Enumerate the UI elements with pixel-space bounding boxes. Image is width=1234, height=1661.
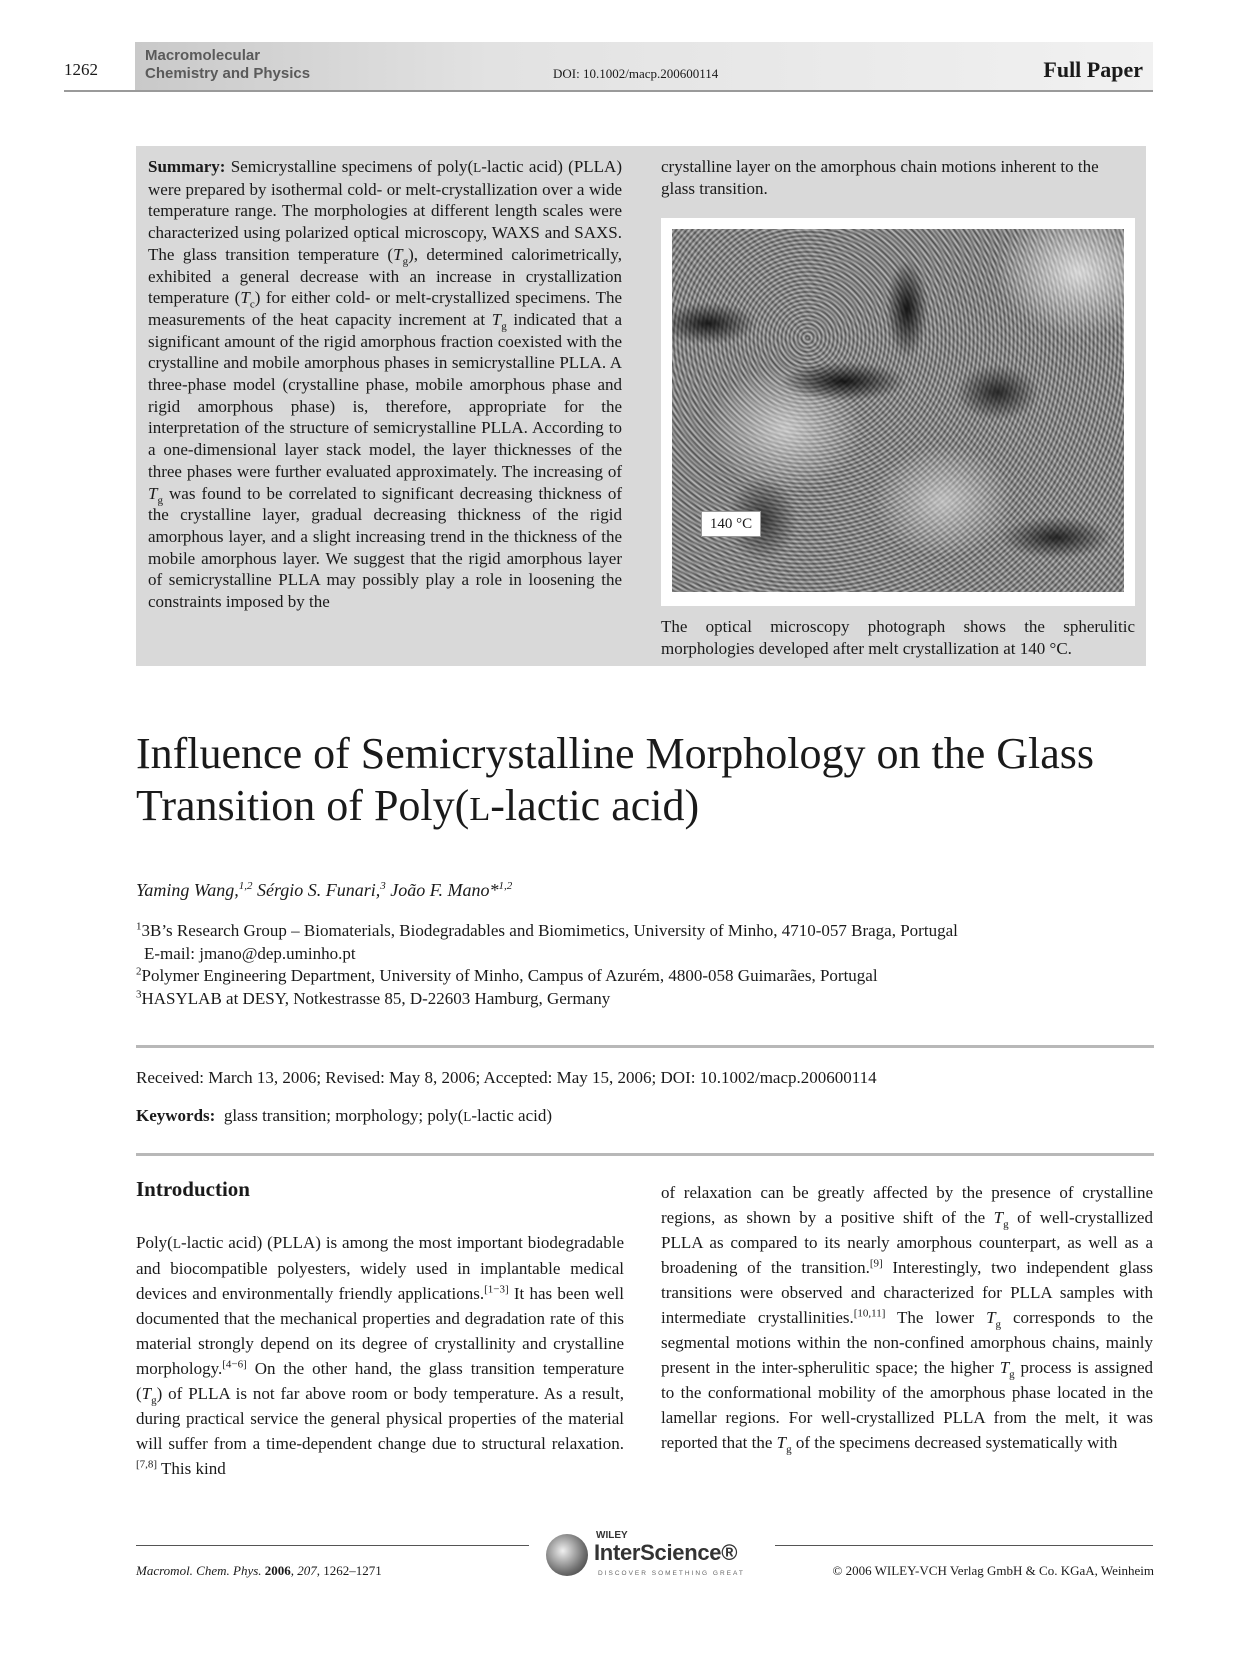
section-heading: Introduction [136, 1177, 250, 1201]
micrograph-image [672, 229, 1124, 592]
footer-rule [775, 1545, 1153, 1546]
affiliation: $^1$3B’s Research Group – Biomaterials, Biodegradables and Biomimetics, University of Minho, 4710-057 Braga, Portugal [136, 920, 958, 940]
received-dates: Received: March 13, 2006; Revised: May 8, 2006; Accepted: May 15, 2006; DOI: 10.1002/macp.200600114 [136, 1068, 877, 1087]
citation-ref[interactable]: [1−3] [484, 1283, 509, 1296]
journal-name-line2: Chemistry and Physics [145, 65, 311, 82]
figure-frame [661, 218, 1135, 606]
author-name: João F. Mano* [390, 880, 499, 900]
affiliation: $^2$Polymer Engineering Department, University of Minho, Campus of Azurém, 4800-058 Guimarães, Portugal [136, 965, 878, 985]
interscience-logo[interactable] [546, 1530, 758, 1584]
article-title: Influence of Semicrystalline Morphology on the Glass Transition of Poly(L-lactic acid) [136, 729, 1095, 830]
logo-tagline: DISCOVER SOMETHING GREAT [598, 1570, 745, 1577]
author-name: Yaming Wang, [136, 880, 239, 900]
author-name: Sérgio S. Funari, [256, 880, 381, 900]
body-text-left-column: Poly(L-lactic acid) (PLLA) is among the most important biodegradable and biocompatible polyesters, widely used in implantable medical devices and environmentally friendly applications.[1−3] It has been well documented that the mechanical properties and degradation rate of this material strongly depend on its degree of crystallinity and crystalline morphology.[4−6] On the other hand, the glass transition temperature $(T_g)$ of PLLA is not far above room or body temperature. As a result, during practical service the general physical properties of the material will suffer from a time-dependent change due to structural relaxation.[7,8] This kind [136, 1233, 624, 1478]
logo-wordmark: InterScience® [594, 1540, 738, 1565]
citation-ref[interactable]: [10,11] [853, 1307, 886, 1320]
summary-continuation: crystalline layer on the amorphous chain motions inherent to the glass transition. [661, 157, 1099, 198]
section-divider [136, 1045, 1154, 1048]
header-rule [64, 90, 136, 92]
citation-ref[interactable]: [9] [869, 1257, 883, 1270]
globe-icon [546, 1534, 588, 1576]
keywords-label: Keywords: [136, 1106, 216, 1125]
keywords: Keywords: glass transition; morphology; poly(L-lactic acid) [136, 1106, 553, 1125]
footer-rule [136, 1545, 529, 1546]
affiliation: $^3$HASYLAB at DESY, Notkestrasse 85, D-22603 Hamburg, Germany [136, 987, 611, 1008]
header-doi: DOI: 10.1002/macp.200600114 [553, 66, 719, 81]
graphical-abstract-box [136, 146, 1146, 666]
footer-copyright: © 2006 WILEY-VCH Verlag GmbH & Co. KGaA, Weinheim [832, 1563, 1154, 1578]
temperature-label: 140 °C [701, 511, 761, 537]
article-type: Full Paper [1043, 57, 1143, 82]
summary-text: Summary: Semicrystalline specimens of poly(L-lactic acid) (PLLA) were prepared by isothermal cold- or melt-crystallization over a wide temperature range. The morphologies at different length scales were characterized using polarized optical microscopy, WAXS and SAXS. The glass transition temperature $(T_g)$, determined calorimetrically, exhibited a general decrease with an increase in crystallization temperature $(T_c)$ for either cold- or melt-crystallized specimens. The measurements of the heat capacity increment at $T_g$ indicated that a significant amount of the rigid amorphous fraction coexisted with the crystalline and mobile amorphous phases in semicrystalline PLLA. A three-phase model (crystalline phase, mobile amorphous phase and rigid amorphous phase) is, therefore, appropriate for the interpretation of the structure of semicrystalline PLLA. According to a one-dimensional layer stack model, the layer thicknesses of the three phases were further evaluated approximately. The increasing of $T_g$ was found to be correlated to significant decreasing thickness of the crystalline layer, gradual decreasing thickness of the rigid amorphous layer, and a slight increasing trend in the thickness of the mobile amorphous layer. We suggest that the rigid amorphous layer of semicrystalline PLLA may possibly play a role in loosening the constraints imposed by the [148, 157, 623, 612]
body-text-right-column: of relaxation can be greatly affected by the presence of crystalline regions, as shown by a positive shift of the $T_g$ of well-crystallized PLLA as compared to its nearly amorphous counterpart, as well as a broadening of the transition.[9] Interestingly, two independent glass transitions were observed and characterized for PLLA samples with intermediate crystallinities.[10,11] The lower $T_g$ corresponds to the segmental motions within the non-confined amorphous chains, mainly present in the inter-spherulitic space; the higher $T_g$ process is assigned to the conformational mobility of the amorphous phase located in the lamellar regions. For well-crystallized PLLA from the melt, it was reported that the $T_g$ of the specimens decreased systematically with [661, 1183, 1153, 1456]
figure-caption: The optical microscopy photograph shows the spherulitic morphologies developed after melt crystallization at 140 °C. [661, 617, 1135, 658]
summary-label: Summary: [148, 157, 226, 176]
journal-name: Macromolecular [145, 47, 261, 64]
footer-citation: Macromol. Chem. Phys. 2006, 207, 1262–1271 [136, 1563, 382, 1578]
citation-ref[interactable]: [7,8] [136, 1458, 158, 1471]
author-list: Yaming Wang,$^{1,2}$ Sérgio S. Funari,$^3$ João F. Mano*$^{1,2}$ [136, 880, 513, 900]
section-divider [136, 1153, 1154, 1156]
journal-header [135, 42, 1153, 92]
page-number: 1262 [64, 60, 98, 79]
citation-ref[interactable]: [4−6] [222, 1358, 247, 1371]
logo-publisher: WILEY [596, 1530, 628, 1541]
affiliations [136, 920, 958, 1010]
author-email: E-mail: jmano@dep.uminho.pt [144, 943, 356, 963]
